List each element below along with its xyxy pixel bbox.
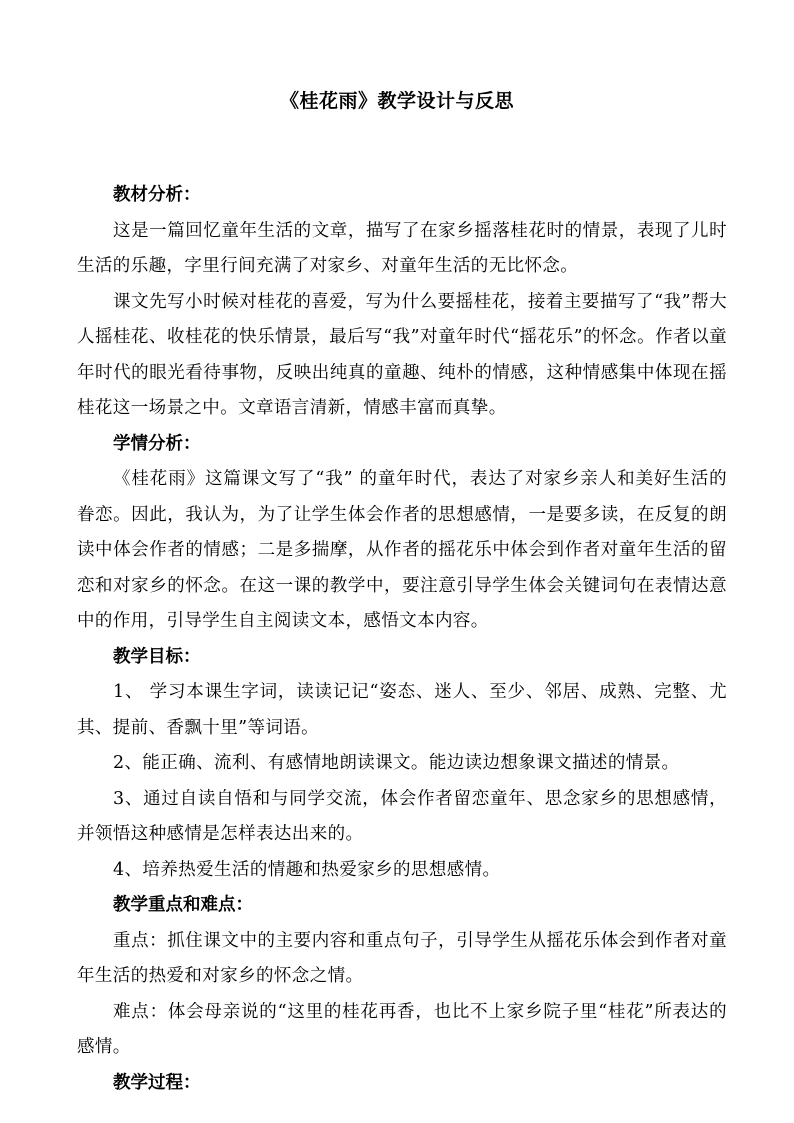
section-heading-teaching-objectives: 教学目标： [113, 646, 201, 667]
paragraph: 《桂花雨》这篇课文写了“我” 的童年时代，表达了对家乡亲人和美好生活的眷恋。因此，我认为，为了让学生体会作者的思想感情，一是要多读，在反复的朗读中体会作者的情感；二是多揣摩，从作者的摇花乐中体会到作者对童年生活的留恋和对家乡的怀念。在这一课的教学中，要注意引导学生体会关键词句在表情达意中的作用，引导学生自主阅读文本，感悟文本内容。 [77, 469, 727, 631]
paragraph: 课文先写小时候对桂花的喜爱，写为什么要摇桂花，接着主要描写了“我”帮大人摇桂花、收桂花的快乐情景，最后写“我”对童年时代“摇花乐”的怀念。作者以童年时代的眼光看待事物，反映出纯真的童趣、纯朴的情感，这种情感集中体现在摇桂花这一场景之中。文章语言清新，情感丰富而真挚。 [77, 291, 727, 418]
paragraph: 这是一篇回忆童年生活的文章，描写了在家乡摇落桂花时的情景，表现了儿时生活的乐趣，字里行间充满了对家乡、对童年生活的无比怀念。 [77, 220, 727, 276]
paragraph: 难点：体会母亲说的“这里的桂花再香，也比不上家乡院子里“桂花”所表达的感情。 [77, 1001, 727, 1057]
document-title: 《桂花雨》教学设计与反思 [279, 90, 514, 112]
section-heading-key-points: 教学重点和难点： [113, 895, 253, 915]
objective-item: 4、培养热爱生活的情趣和热爱家乡的思想感情。 [113, 859, 501, 880]
section-heading-student-analysis: 学情分析： [113, 433, 201, 454]
section-heading-textbook-analysis: 教材分析： [113, 185, 201, 205]
objective-item: 1、 学习本课生字词，读读记记“姿态、迷人、至少、邻居、成熟、完整、尤其、提前、香飘十里”等词语。 [77, 682, 727, 738]
document-body [77, 178, 727, 1101]
objective-item: 2、能正确、流利、有感情地朗读课文。能边读边想象课文描述的情景。 [113, 753, 680, 773]
paragraph: 重点：抓住课文中的主要内容和重点句子，引导学生从摇花乐体会到作者对童年生活的热爱和对家乡的怀念之情。 [77, 930, 727, 986]
objective-item: 3、通过自读自悟和与同学交流，体会作者留恋童年、思念家乡的思想感情，并领悟这种感情是怎样表达出来的。 [77, 788, 727, 844]
section-heading-teaching-process: 教学过程： [113, 1072, 201, 1093]
